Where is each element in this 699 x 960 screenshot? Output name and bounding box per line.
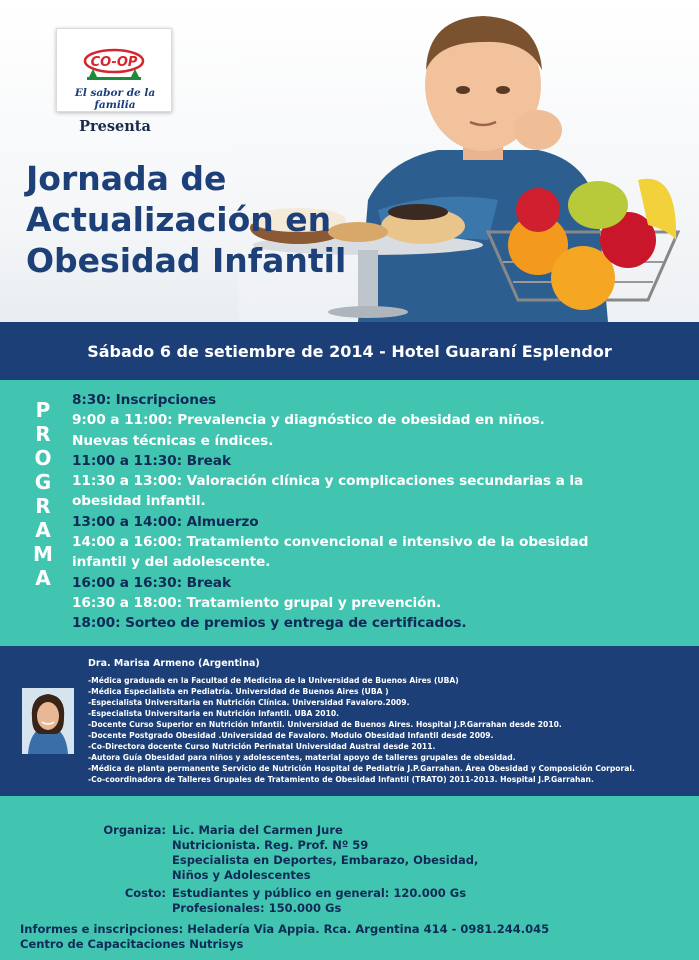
svg-text:CO-OP: CO-OP (90, 55, 138, 70)
coop-logo-mark (83, 47, 145, 83)
credential-item: -Autora Guía Obesidad para niños y adolescentes, material apoyo de talleres grupales de obesidad. (88, 753, 516, 762)
organiza-line: Niños y Adolescentes (172, 868, 311, 882)
programa-letter: P (35, 398, 51, 422)
organiza-label: Organiza: (103, 823, 166, 837)
logo-tagline: El sabor de la familia (74, 87, 156, 111)
credential-item: -Co-Directora docente Curso Nutrición Perinatal Universidad Austral desde 2011. (88, 742, 436, 751)
speaker-credentials (88, 675, 693, 785)
schedule-item: 16:00 a 16:30: Break (72, 574, 231, 591)
schedule-item: 18:00: Sorteo de premios y entrega de certificados. (72, 615, 467, 632)
schedule-item: infantil y del adolescente. (72, 554, 271, 571)
programa-letter: A (35, 518, 51, 542)
credential-item: -Co-coordinadora de Talleres Grupales de Tratamiento de Obesidad Infantil (TRATO) 2011-2013. Hospital J.P.Garrahan. (88, 775, 594, 784)
program-schedule (72, 390, 692, 634)
schedule-item: 11:30 a 13:00: Valoración clínica y complicaciones secundarias a la (72, 473, 584, 490)
credential-item: -Médica Especialista en Pediatría. Universidad de Buenos Aires (UBA ) (88, 687, 389, 696)
programa-vertical-label (28, 398, 58, 590)
programa-letter: A (35, 566, 51, 590)
presenta-label: Presenta (79, 118, 151, 135)
title-line: Actualización en (26, 200, 332, 239)
credential-item: -Especialista Universitaria en Nutrición Clínica. Universidad Favaloro.2009. (88, 698, 410, 707)
credential-item: -Médica de planta permanente Servicio de Nutrición Hospital de Pediatría J.P.Garrahan. Área Obesidad y Composición Corporal. (88, 764, 635, 773)
credential-item: -Médica graduada en la Facultad de Medicina de la Universidad de Buenos Aires (UBA) (88, 676, 459, 685)
coop-logo (56, 28, 172, 112)
credential-item: -Especialista Universitaria en Nutrición Infantil. UBA 2010. (88, 709, 340, 718)
organiza-line: Lic. Maria del Carmen Jure (172, 823, 343, 837)
credential-item: -Docente Curso Superior en Nutrición Infantil. Universidad de Buenos Aires. Hospital J.P.Garrahan desde 2010. (88, 720, 562, 729)
speaker-photo (22, 688, 74, 754)
title-line: Jornada de (26, 159, 227, 198)
costo-label: Costo: (124, 886, 166, 900)
schedule-item: 14:00 a 16:00: Tratamiento convencional e intensivo de la obesidad (72, 534, 589, 551)
costo-line: Estudiantes y público en general: 120.000 Gs (172, 886, 467, 900)
costo-details (172, 886, 552, 916)
event-date-venue: Sábado 6 de setiembre de 2014 - Hotel Guaraní Esplendor (87, 341, 612, 361)
event-title (26, 158, 446, 281)
programa-letter: G (34, 470, 52, 494)
program-section (0, 380, 699, 646)
programa-letter: R (35, 422, 51, 446)
schedule-item: 11:00 a 11:30: Break (72, 452, 231, 469)
schedule-item: 8:30: Inscripciones (72, 392, 217, 408)
speaker-name: Dra. Marisa Armeno (Argentina) (88, 658, 260, 669)
programa-letter: M (33, 542, 53, 566)
organiza-details (172, 823, 552, 883)
footer-info (0, 796, 699, 960)
informes-line: Informes e inscripciones: Heladería Via Appia. Rca. Argentina 414 - 0981.244.045 (20, 922, 550, 936)
organiza-line: Especialista en Deportes, Embarazo, Obesidad, (172, 853, 479, 867)
speaker-section (0, 646, 699, 796)
costo-line: Profesionales: 150.000 Gs (172, 901, 342, 915)
programa-letter: R (35, 494, 51, 518)
schedule-item: 16:30 a 18:00: Tratamiento grupal y prevención. (72, 594, 442, 611)
programa-letter: O (34, 446, 52, 470)
header (0, 0, 699, 322)
schedule-item: Nuevas técnicas e índices. (72, 432, 274, 449)
schedule-item: obesidad infantil. (72, 493, 206, 510)
organiza-line: Nutricionista. Reg. Prof. Nº 59 (172, 838, 369, 852)
schedule-item: 9:00 a 11:00: Prevalencia y diagnóstico de obesidad en niños. (72, 412, 545, 429)
credential-item: -Docente Postgrado Obesidad .Universidad de Favaloro. Modulo Obesidad Infantil desde 2009. (88, 731, 494, 740)
title-line: Obesidad Infantil (26, 241, 347, 280)
date-band (0, 322, 699, 380)
centro-line: Centro de Capacitaciones Nutrisys (20, 937, 244, 951)
schedule-item: 13:00 a 14:00: Almuerzo (72, 513, 259, 530)
